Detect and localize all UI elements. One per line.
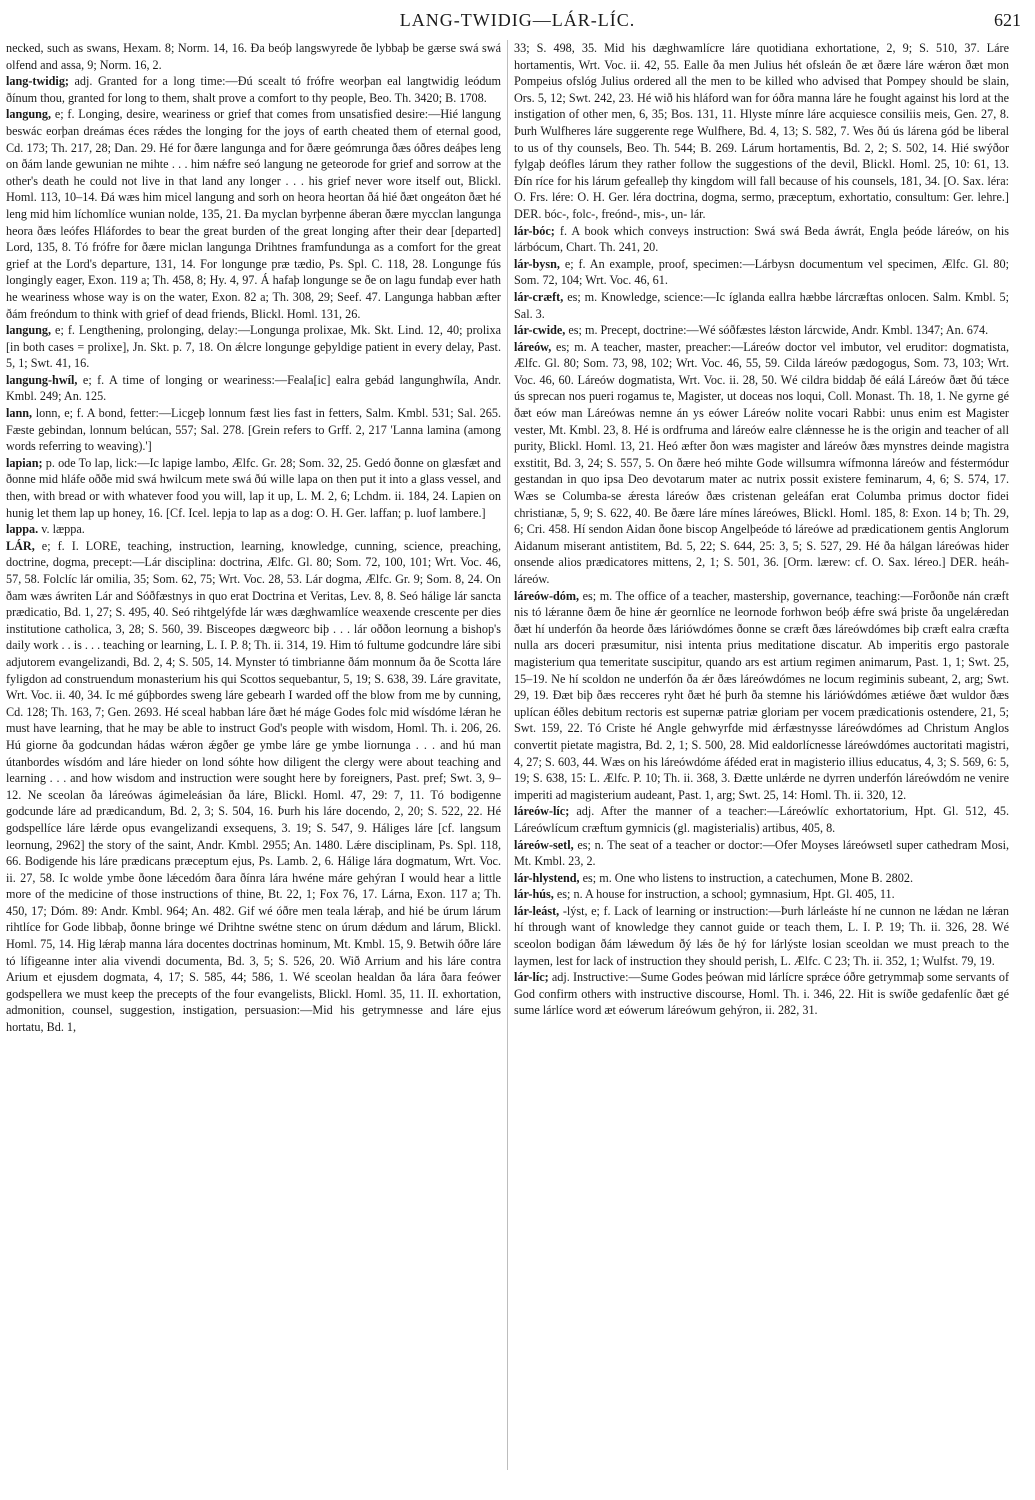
dictionary-entry [514, 803, 1009, 836]
entry-text: es; m. A teacher, master, preacher:—Láreów doctor vel imbutor, vel eruditor: dogmatista, Ælfc. Gl. 80; Som. 73, 98, 102; Wrt. Voc. 46, 55, 59. Cilda láreów pædogogus, Som. 73, 103; Wrt. Voc. 46, 60. Láreów dogmatista, Wrt. Voc. ii. 28, 50. Wé cildra biddaþ ðé eálá Láreów ðæt ðú tǽce ús sprecan nos pueri rogamus te, Magister, ut doceas nos loqui, Coll. Monast. Th. 18, 1. Ne gyrne gé ðæt eów man Láreówas nemne án ys eówer Láreów nolite vocari Rabbi: unus enim est Magister vester, Mt. Kmbl. 23, 8. Hé is ordfruma and láreów ealre clǽnnesse he is the origin and teacher of all purity, Blickl. Homl. 13, 21. Heó æfter ðon wæs magister and láreów ðæs mynstres deinde magistra exstitit, Bd. 3, 24; S. 557, 5. On ðære heó mihte Gode willsumra wífmonna láreów and féstermódur gestandan in quo ipsa Deo devotarum mater ac nutrix possit existere feminarum, 4, 6; S. 574, 17. Wæs se Columba-se ǽresta láreów ðæs cristenan geleáfan erat Columba primus doctor fidei christianæ, 5, 9; S. 622, 40. Be ðære láre mínes láreówes, Blickl. Homl. 185, 8: Exon. 14 b; Th. 29, 6; Cri. 458. Hí sendon Aidan ðone biscop Angelþeóde tó láreówe ad prædicationem gentis Anglorum Aidanum miserant antistitem, Bd. 5, 22; S. 644, 25: 3, 5; S. 527, 29. Hé ða hálgan láreówas hider onsende alios prædicatores mittens, 2, 1; S. 501, 36. [Orm. lærew: cf. O. Sax. léreo.] DER. heáh-láreów. [514, 339, 1009, 586]
entry-headword: LÁR, [6, 538, 35, 553]
entry-headword: lár-hlystend, [514, 870, 580, 885]
dictionary-entry [514, 339, 1009, 588]
dictionary-entry [514, 969, 1009, 1019]
dictionary-entry [514, 886, 1009, 903]
column-divider [507, 40, 508, 1470]
dictionary-entry [514, 837, 1009, 870]
dictionary-entry [6, 372, 501, 405]
entry-headword: lár-cræft, [514, 289, 564, 304]
dictionary-entry [514, 256, 1009, 289]
entry-text: e; f. Lengthening, prolonging, delay:—Longunga prolixae, Mk. Skt. Lind. 12, 40; prolixa [in both cases = prolixe], Jn. Skt. p. 7, 18. On ǽlcre longunge geþyldige patient in every delay, Past. 5, 1; Swt. 41, 16. [6, 323, 501, 371]
dictionary-entry [6, 322, 501, 372]
entry-text: lonn, e; f. A bond, fetter:—Licgeþ lonnum fæst lies fast in fetters, Salm. Kmbl. 531; Sal. 265. Fæste gebindan, lonnum belúcan, 557; Sal. 278. [Grein refers to Grff. 2, 217 'Lanna lamina (among words referring to weaving).'] [6, 406, 501, 454]
entry-headword: lár-bóc; [514, 223, 555, 238]
dictionary-entry [6, 405, 501, 455]
right-column [514, 40, 1009, 1490]
entry-text: e; f. I. LORE, teaching, instruction, learning, knowledge, cunning, science, preaching, doctrine, dogma, precept:—Lár disciplina: doctrina, Ælfc. Gl. 80; Som. 72, 100, 101; Wrt. Voc. 46, 57, 58. Folclíc lár omilia, 35; Som. 62, 75; Wrt. Voc. 28, 53. Lár dogma, Ælfc. Gr. 9; Som. 8, 24. On ðam wæs áwriten Lár and Sóðfæstnys in quo erat Doctrina et Veritas, Lev. 8, 8. Seó hálige lár sancta prædicatio, Bd. 1, 27; S. 495, 40. Seó rihtgelýfde lár wæs dæghwamlíce weaxende crescente per dies institutione catholica, 3, 28; S. 560, 39. Bisceopes dægweorc biþ . . . lár oððon leornung a bishop's daily work . . is . . . teaching or learning, L. I. P. 8; Th. ii. 314, 19. Him tó fultume godcundre láre sibi adjutorem evangelizandi, Bd. 2, 4; S. 505, 14. Mynster tó timbrianne ðám monnum ða ðe Scotta láre fyligdon ad construendum monasterium his qui Scottos sequebantur, 5, 19; S. 638, 39. Láre gravitate, Wrt. Voc. ii. 40, 34. Ic mé gúþbordes sweng láre gebearh I warded off the blow from me by cunning, Cd. 128; Th. 163, 7; Gen. 2693. Hé sceal habban láre ðæt hé máge Godes folc mid wísdóme lǽran he must have learning, that he may be able to instruct God's people with wisdom, Homl. Th. i. 206, 26. Hú giorne ða godcundan hádas wǽron ǽgðer ge ymbe láre ge ymbe liornunga . . . and hú man útanbordes wísdóm and láre hieder on lond sóhte how diligent the clergy were about teaching and learning . . . and how wisdom and instruction were sought here by foreigners, Past. pref; Swt. 3, 9–12. Ne sceolan ða láreówas ágimeleásian ða láre, Blickl. Homl. 47, 29: 7, 11. Tó bodigenne godcunde láre ad prædicandum, Bd. 2, 3; S. 504, 16. Þurh his láre docendo, 2, 20; S. 522, 22. Hé godspellíce láre lǽrde opus evangelizandi exsequens, 3. 19; S. 547, 9. Háliges láre [cf. langsum leornung, 2962] the story of the saint, Andr. Kmbl. 2955; An. 1480. Lǽre disciplinam, Ps. Spl. 118, 66. Bodigende his láre prædicans præceptum ejus, Ps. Lamb. 2, 6. Hálige lára dogmatum, Wrt. Voc. ii. 27, 58. Ic wolde ymbe ðone lǽcedóm ðara ðínra lára hwéne máre gehýran I would hear a little more of the medicine of those instructions of thine, Bt. 22, 1; Fox 76, 17. Lárna, Exon. 117 a; Th. 450, 17; Dóm. 89: Andr. Kmbl. 964; An. 482. Gif wé óðre men teala lǽraþ, and hié be úrum lárum rihtlíce for Gode libbaþ, ðonne bringe wé Drihtne swétne stenc on úrum dǽdum and lárum, Blickl. Homl. 75, 14. Hig lǽraþ manna lára docentes doctrinas hominum, Mt. Kmbl. 15, 9. Betwih óðre láre tó lífigeanne inter alia vivendi documenta, Bd. 3, 5; S. 526, 20. Wið Arrium and his láre contra Arium et ejusdem dogmata, 4, 17; S. 585, 44; 586, 1. Wé sceolan healdan ða lára ðara feówer godspellera we must keep the precepts of the four evangelists, Blickl. Homl. 35, 11. II. exhortation, admonition, counsel, suggestion, instigation, persuasion:—Mid his getrymnesse and láre ejus hortatu, Bd. 1, [6, 538, 501, 1035]
entry-text: adj. Instructive:—Sume Godes þeówan mid lárlícre sprǽce óðre getrymmaþ some servants of God confirm others with instructive discourse, Homl. Th. i. 346, 22. Hit is swíðe gedafenlíc ðæt gé sume lárlíce word æt eówerum láreówum gehýron, ii. 282, 31. [514, 970, 1009, 1018]
entry-text: e; f. A time of longing or weariness:—Feala[ic] ealra gebád langunghwíla, Andr. Kmbl. 249; An. 125. [6, 372, 501, 404]
entry-headword: lappa. [6, 522, 39, 537]
entry-text: necked, such as swans, Hexam. 8; Norm. 14, 16. Ða beóþ langswyrede ðe lybbaþ be gærse swá swá olfend and assa, 9; Norm. 16, 2. [6, 41, 501, 72]
entry-headword: lang-twidig; [6, 74, 69, 89]
entry-text: e; f. Longing, desire, weariness or grief that comes from unsatisfied desire:—Hié langung beswác eorþan dreámas éces rǽdes the longing for the joys of earth cheated them of eternal good, Cd. 173; Th. 217, 28; Dan. 29. Hé for ðære langunga and for ðære geómrunga ðæs óðres deáþes leng on ðám lande gewunian ne mihte . . . him nǽfre seó langung ne geteorode for grief and sorrow at the other's death he could not live in that land any longer . . . his grief never wore itself out, Blickl. Homl. 113, 10–14. Ðá wæs him micel langung and sorh on heora heortan ðá hié ðæt ongeáton ðæt hé leng mid him líchomlíce wunian nolde, 135, 21. Ða myclan byrþenne áberan ðære mycclan langunga heora ðæs leófes Hláfordes to bear the great burden of the great longing after their dear [departed] Lord, 135, 8. Tó frófre for ðære miclan langunga Drihtnes framfundunga as a comfort for the great grief at the Lord's departure, 131, 14. For longunge præ tædio, Ps. Spl. C. 118, 28. Longunge fús longingly eager, Exon. 119 a; Th. 458, 8; Hy. 4, 97. Á hafaþ longunge se ðe on lagu fundaþ ever hath he weariness whose way is on the water, Exon. 82 a; Th. 308, 29; Seef. 47. Langunga habban æfter ðám freóndum to think with grief of dead friends, Blickl. Homl. 131, 26. [6, 107, 501, 321]
entry-text: es; n. The seat of a teacher or doctor:—Ofer Moyses láreówsetl super cathedram Mosi, Mt. Kmbl. 23, 2. [514, 837, 1009, 869]
dictionary-entry [6, 73, 501, 106]
dictionary-entry [6, 538, 501, 1036]
entry-text: -lýst, e; f. Lack of learning or instruction:—Þurh lárleáste hí ne cunnon ne lǽdan ne lǽran hí through want of knowledge they cannot guide or teach them, L. I. P. 19; Th. ii. 326, 28. Wé sceolon bodigan ðám lǽwedum ðý lǽs ðe hý for lárlýste losian sceoldan we must preach to the laymen, lest for lack of instruction they should perish, L. Ælfc. C 23; Th. ii. 352, 1; Wulfst. 79, 19. [514, 903, 1009, 968]
entry-headword: lár-bysn, [514, 256, 560, 271]
entry-headword: lár-líc; [514, 970, 549, 985]
entry-text: 33; S. 498, 35. Mid his dæghwamlícre láre quotidiana exhortatione, 2, 9; S. 510, 37. Láre hortamentis, Wrt. Voc. ii. 42, 55. Ealle ða men Julius hét ofsleán ðe æt ðære láre wǽron ðæt mon Pompeius ofslóg Julius ordered all the men to be killed who advised that Pompey should be slain, Ors. 5, 12; Swt. 242, 23. Hé wið his hláford wan for óðra manna láre he fought against his lord at the instigation of other men, 6, 35; Bos. 131, 11. Hlyste mínre láre acquiesce consiliis meis, Gen. 27, 8. Þurh Wulfheres láre suggerente rege Wulfhere, Bd. 4, 13; S. 582, 7. Wes ðú ús lárena gód be liberal to us of thy counsels, Beo. Th. 544; B. 269. Lárum hortamentis, Bd. 2, 2; S. 502, 14. Hié swýðor fylgaþ deófles lárum they rather follow the suggestions of the devil, Blickl. Homl. 25, 10: 61, 13. Ðín ríce for his lárum gefealleþ thy kingdom will fall because of his counsels, 181, 34. [O. Sax. léra: O. Frs. lére: O. H. Ger. léra doctrina, dogma, sermo, præceptum, exhortatio, consultum: Ger. lehre.] DER. bóc-, folc-, freónd-, mis-, un- lár. [514, 41, 1009, 221]
entry-text: v. læppa. [41, 522, 85, 537]
dictionary-entry [514, 322, 1009, 339]
dictionary-entry [514, 289, 1009, 322]
entry-text: e; f. An example, proof, specimen:—Lárbysn documentum vel specimen, Ælfc. Gl. 80; Som. 72, 104; Wrt. Voc. 46, 61. [514, 256, 1009, 288]
entry-headword: lár-leást, [514, 903, 560, 918]
entry-headword: láreów-dóm, [514, 588, 580, 603]
entry-text: es; m. The office of a teacher, mastership, governance, teaching:—Forðonðe nán cræft nis tó lǽranne ðæm ðe hine ǽr geornlíce ne leornode forhwon beóþ ǽfre swá þriste ða ungelǽredan ðæt hí underfón ða heorde ðæs láriówdómes ðonne se cræft ðæs láreówdómes biþ cræft ealra cræfta nulla ars doceri præsumitur, nisi intenta prius meditatione discatur. Ab imperitis ergo pastorale magisterium qua temeritate suscipitur, quando ars est artium regimen animarum, Past. 1, 1; Swt. 25, 15–19. Ne hí scoldon ne underfón ða ǽr ðæs láreówdómes ne locum regiminis subeant, 2, arg; Swt. 29, 19. Ðæt biþ ðæs recceres ryht ðæt hé þurh ða stemne his lárióẃdómes ætiéwe ðæt wuldor ðæs uplícan éðles debitum rectoris est supernæ patriæ gloriam per vocem prædicationis ostendere, 21, 5; Swt. 159, 22. Tó Criste hé Angle gehwyrfde mid ǽrfæstnysse láreówdómes ad Christum Anglos convertit pietate magistra, Bd. 2, 1; S. 500, 28. Mid ealdorlícnesse láreówdómes auctoritati magistri, 4, 27; S. 603, 44. Wæs on his láreówdóme áféded erat in magisterio illius educatus, 4, 3; S. 569, 6: 5, 19; S. 638, 15: L. Ælfc. P. 10; Th. ii. 368, 3. Ðætte unlǽrde ne dyrren underfón láreówdóm ne venire imperiti ad magisterium audeant, Past. 1, arg; Swt. 25, 14: Homl. Th. ii. 320, 12. [514, 588, 1009, 802]
entry-headword: lár-cwide, [514, 323, 566, 338]
dictionary-entry [514, 588, 1009, 804]
page-header [0, 8, 1035, 38]
entry-text: adj. After the manner of a teacher:—Láreówlíc exhortatorium, Hpt. Gl. 512, 45. Láreówlícum cræftum gymnicis (gl. magisterialis) artibus, 405, 8. [514, 804, 1009, 835]
entry-headword: langung-hwíl, [6, 372, 78, 387]
dictionary-entry [6, 455, 501, 521]
dictionary-entry [6, 106, 501, 322]
entry-text: f. A book which conveys instruction: Swá swá Beda áwrát, Engla þeóde láreów, on his lárbócum, Chart. Th. 241, 20. [514, 223, 1009, 255]
entry-headword: lann, [6, 406, 33, 421]
dictionary-entry [514, 903, 1009, 969]
entry-text: es; n. A house for instruction, a school; gymnasium, Hpt. Gl. 405, 11. [556, 887, 895, 902]
entry-text: adj. Granted for a long time:—Ðú scealt tó frófre weorþan eal langtwidig leódum ðínum thou, granted for long to them, shalt prove a comfort to thy people, Beo. Th. 3420; B. 1708. [6, 74, 501, 105]
dictionary-entry [6, 40, 501, 73]
page-number: 621 [994, 10, 1021, 30]
entry-headword: lár-hús, [514, 887, 554, 902]
entry-text: p. ode To lap, lick:—Ic lapige lambo, Ælfc. Gr. 28; Som. 32, 25. Gedó ðonne on glæsfæt and ðonne mid hláfe oððe mid swá hwilcum mete swá ðú wille lapa on then put it into a glass vessel, and then, with bread or with whatever food you will, lap it up, L. M. 2, 6; Lchdm. ii. 184, 24. Lapien on hunig let them lap up honey, 16. [Cf. Icel. lepja to lap as a dog: O. H. Ger. laffan; p. luof lambere.] [6, 455, 501, 520]
entry-headword: láreów-líc; [514, 804, 570, 819]
dictionary-entry [514, 40, 1009, 223]
dictionary-entry [514, 223, 1009, 256]
entry-text: es; m. Precept, doctrine:—Wé sóðfæstes lǽston lárcwide, Andr. Kmbl. 1347; An. 674. [568, 323, 989, 338]
entry-headword: langung, [6, 107, 52, 122]
left-column [6, 40, 501, 1490]
entry-text: es; m. One who listens to instruction, a catechumen, Mone B. 2802. [582, 870, 913, 885]
dictionary-entry [514, 870, 1009, 887]
running-title: LANG-TWIDIG—LÁR-LÍC. [399, 10, 636, 30]
entry-headword: lapian; [6, 455, 43, 470]
entry-text: es; m. Knowledge, science:—Ic íglanda eallra hæbbe lárcræftas onlocen. Salm. Kmbl. 5; Sal. 3. [514, 289, 1009, 321]
entry-headword: láreów-setl, [514, 837, 574, 852]
entry-headword: langung, [6, 323, 52, 338]
entry-headword: láreów, [514, 339, 552, 354]
dictionary-entry [6, 521, 501, 538]
